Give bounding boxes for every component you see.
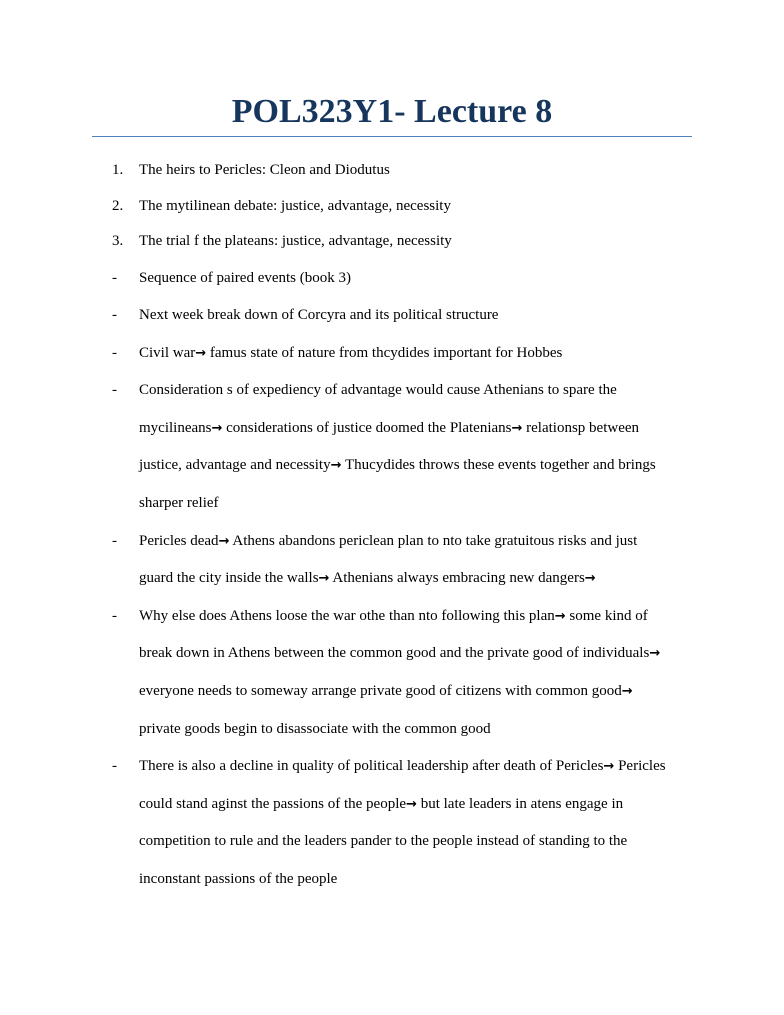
item-text-line: Sequence of paired events (book 3) — [139, 269, 352, 286]
bullet-dash: - — [112, 307, 117, 324]
bullet-item — [0, 523, 784, 598]
numbered-item — [0, 224, 784, 260]
item-text-line: Pericles dead→ Athens abandons periclean plan to nto take gratuitous risks and just — [139, 532, 638, 549]
bullet-item — [0, 598, 784, 748]
item-text-line: could stand aginst the passions of the people→ but late leaders in atens engage in — [139, 795, 624, 812]
right-arrow-icon: → — [511, 420, 523, 436]
right-arrow-icon: → — [621, 684, 633, 700]
item-text-line: justice, advantage and necessity→ Thucydides throws these events together and brings — [139, 457, 656, 474]
item-text-line: competition to rule and the leaders pander to the people instead of standing to the — [139, 833, 628, 850]
item-text-line: Civil war→ famus state of nature from thcydides important for Hobbes — [139, 344, 563, 361]
item-text-line: private goods begin to disassociate with the common good — [139, 720, 491, 737]
right-arrow-icon: → — [330, 458, 342, 474]
right-arrow-icon: → — [195, 345, 207, 361]
bullet-item — [0, 335, 784, 373]
numbered-item — [0, 189, 784, 225]
bullet-dash: - — [112, 269, 117, 286]
item-text-line: Next week break down of Corcyra and its political structure — [139, 307, 499, 324]
item-text-line: everyone needs to someway arrange private good of citizens with common good→ — [139, 683, 633, 700]
item-text-line: The heirs to Pericles: Cleon and Diodutus — [139, 162, 390, 178]
bullet-dash: - — [112, 758, 117, 775]
right-arrow-icon: → — [211, 420, 223, 436]
item-text-line: The trial f the plateans: justice, advantage, necessity — [139, 233, 452, 249]
item-text-line: sharper relief — [139, 495, 219, 512]
right-arrow-icon: → — [554, 608, 566, 624]
item-text-line: mycilineans→ considerations of justice doomed the Platenians→ relationsp between — [139, 419, 640, 436]
list-number: 2. — [112, 197, 124, 214]
item-text-line: There is also a decline in quality of political leadership after death of Pericles→ Pericles — [139, 758, 666, 775]
bullet-dash: - — [112, 382, 117, 399]
bullet-item — [0, 748, 784, 898]
item-text-line: Consideration s of expediency of advantage would cause Athenians to spare the — [139, 382, 617, 399]
right-arrow-icon: → — [584, 571, 596, 587]
right-arrow-icon: → — [649, 646, 661, 662]
bullet-item — [0, 372, 784, 522]
notes-list — [0, 153, 784, 899]
document-title: POL323Y1- Lecture 8 — [231, 93, 553, 130]
right-arrow-icon: → — [603, 759, 615, 775]
item-text-line: Why else does Athens loose the war othe than nto following this plan→ some kind of — [139, 607, 648, 624]
item-text-line: guard the city inside the walls→ Athenians always embracing new dangers→ — [139, 570, 596, 587]
list-number: 1. — [112, 162, 124, 178]
item-text-line: The mytilinean debate: justice, advantage, necessity — [139, 197, 451, 214]
bullet-dash: - — [112, 532, 117, 549]
right-arrow-icon: → — [406, 796, 417, 812]
list-number: 3. — [112, 233, 124, 249]
bullet-item — [0, 260, 784, 298]
bullet-dash: - — [112, 607, 117, 624]
numbered-item — [0, 153, 784, 189]
bullet-item — [0, 297, 784, 335]
item-text-line: inconstant passions of the people — [139, 871, 338, 887]
right-arrow-icon: → — [318, 571, 330, 587]
bullet-dash: - — [112, 344, 117, 361]
title-underline — [92, 136, 692, 137]
item-text-line: break down in Athens between the common good and the private good of individuals→ — [139, 645, 661, 662]
right-arrow-icon: → — [218, 533, 230, 549]
